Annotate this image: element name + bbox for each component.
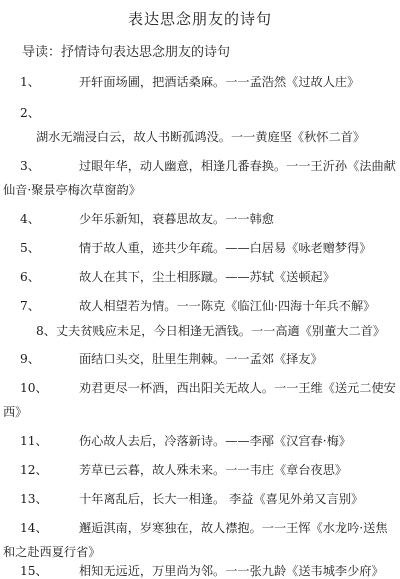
item-number: 7、 [20,299,40,313]
item-number: 6、 [20,270,40,284]
item-number: 15、 [20,564,48,578]
item-number: 4、 [20,212,40,226]
verse-text: 丈夫贫贱应未足，今日相逢无酒钱。一一高適《别董大二首》 [55,324,386,338]
verse-line: 故人相望若为情。一一陈克《临江仙·四海十年兵不解》 [79,299,376,313]
item-number: 8、 [36,324,56,338]
verse-line: 劝君更尽一杯酒，西出阳关无故人。一一王维《送元二使安 [79,381,396,395]
item-number: 10、 [20,381,48,395]
item-number: 2、 [20,106,40,120]
verse-line: 少年乐新知，衰暮思故友。一一韩愈 [79,212,274,226]
page-title: 表达思念朋友的诗句 [127,10,272,28]
verse-line-continued: 仙音·聚景亭梅次草窗韵》 [3,183,141,197]
item-number: 1、 [20,75,40,89]
verse-line: 面结口头交，肚里生荆棘。一一孟郊《择友》 [79,352,323,366]
item-number: 12、 [20,463,48,477]
item-number: 14、 [20,521,48,535]
verse-line: 情于故人重，迹共少年疏。——白居易《咏老赠梦得》 [79,241,372,255]
item-number: 5、 [20,241,40,255]
item-number: 9、 [20,352,40,366]
verse-line: 伤心故人去后，冷落新诗。——李邴《汉宫春·梅》 [79,434,351,448]
verse-line: 过眼年华，动人幽意，相逢几番春换。一一王沂孙《法曲献 [79,159,396,173]
verse-line: 邂逅淇南，岁寒独在，故人襟抱。一一王恽《水龙吟·送焦 [79,521,388,535]
verse-line: 芳草已云暮，故人殊未来。一一韦庄《章台夜思》 [79,463,348,477]
verse-line-continued: 和之赴西夏行省》 [3,545,101,559]
item-number: 11、 [20,434,48,448]
item-number: 3、 [20,159,40,173]
verse-line: 湖水无端浸白云，故人书断孤鸿没。一一黄庭坚《秋怀二首》 [36,130,366,144]
item-number: 13、 [20,492,48,506]
verse-line-continued: 西》 [3,405,28,419]
intro-text: 导读：抒情诗句表达思念朋友的诗句 [22,45,231,60]
verse-line [36,322,385,339]
verse-line: 相知无远近，万里尚为邻。一一张九龄《送韦城李少府》 [79,564,384,578]
verse-line: 故人在其下，尘土相豚蹴。——苏轼《送顿起》 [79,270,335,284]
verse-line: 开轩面场圃，把酒话桑麻。一一孟浩然《过故人庄》 [79,75,360,89]
verse-line: 十年离乱后，长大一相逢。 李益《喜见外弟又言别》 [79,492,364,506]
